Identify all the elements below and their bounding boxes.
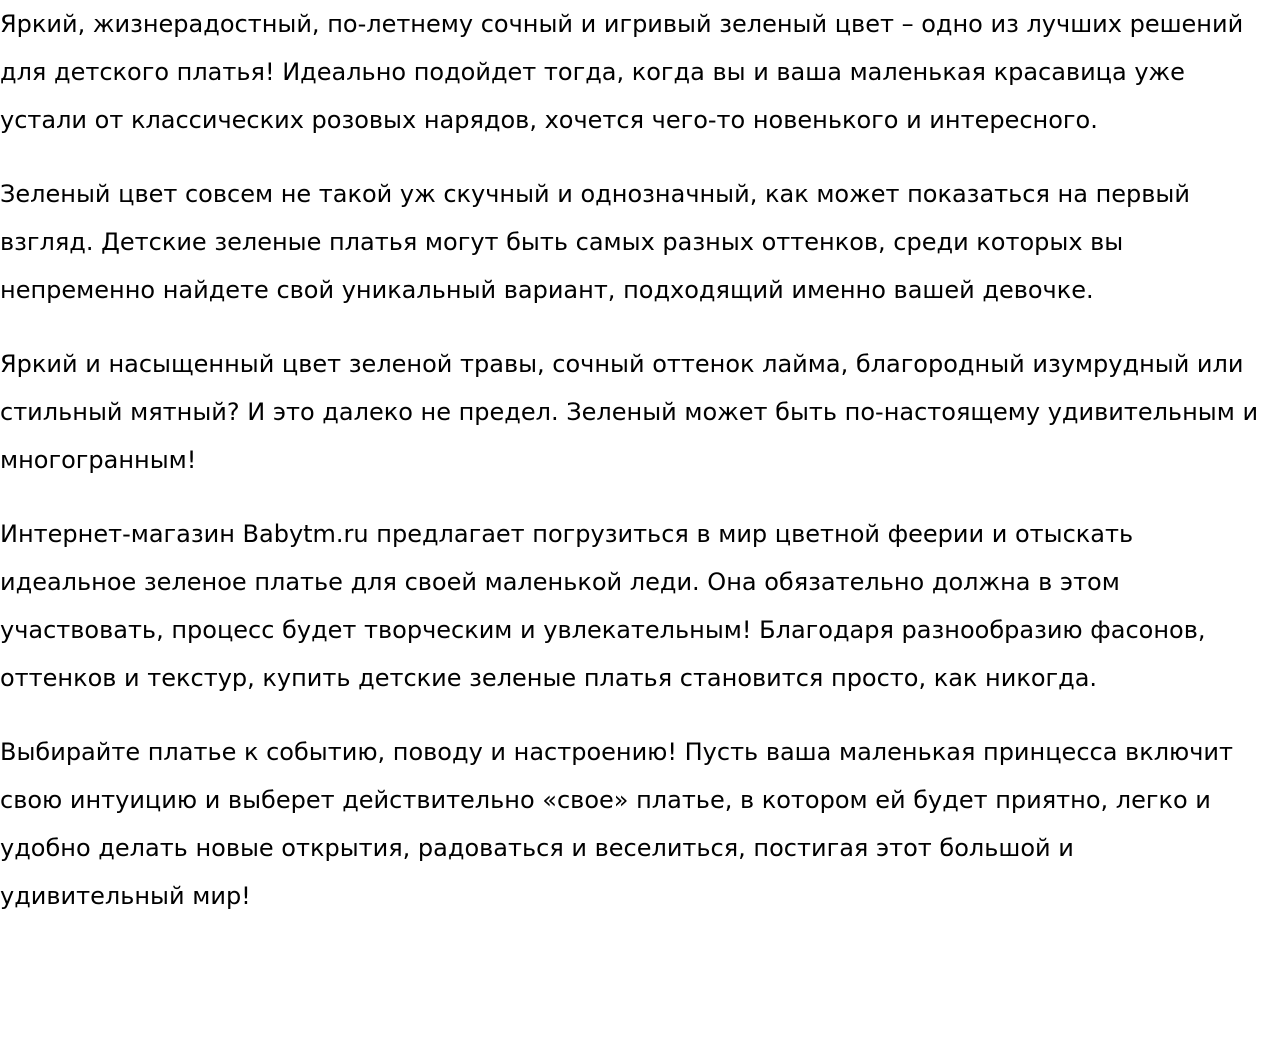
paragraph-closing: Выбирайте платье к событию, поводу и настроению! Пусть ваша маленькая принцесса включит свою интуицию и выберет действительно «свое» платье, в котором ей будет приятно, легко и удобно делать новые открытия, радоваться и веселиться, постигая этот большой и удивительный мир!	[0, 738, 1233, 910]
paragraph-intro: Яркий, жизнерадостный, по-летнему сочный и игривый зеленый цвет – одно из лучших решений для детского платья! Идеально подойдет тогда, когда вы и ваша маленькая красавица уже устали от классических розовых нарядов, хочется чего-то новенького и интересного.	[0, 10, 1244, 134]
paragraph-shades: Зеленый цвет совсем не такой уж скучный и однозначный, как может показаться на первый взгляд. Детские зеленые платья могут быть самых разных оттенков, среди которых вы непременно найдете свой уникальный вариант, подходящий именно вашей девочке.	[0, 180, 1190, 304]
paragraph-shop: Интернет-магазин Babytm.ru предлагает погрузиться в мир цветной феерии и отыскать идеальное зеленое платье для своей маленькой леди. Она обязательно должна в этом участвовать, процесс будет творческим и увлекательным! Благодаря разнообразию фасонов, оттенков и текстур, купить детские зеленые платья становится просто, как никогда.	[0, 520, 1206, 692]
paragraph-variety: Яркий и насыщенный цвет зеленой травы, сочный оттенок лайма, благородный изумрудный или стильный мятный? И это далеко не предел. Зеленый может быть по-настоящему удивительным и многогранным!	[0, 350, 1259, 474]
